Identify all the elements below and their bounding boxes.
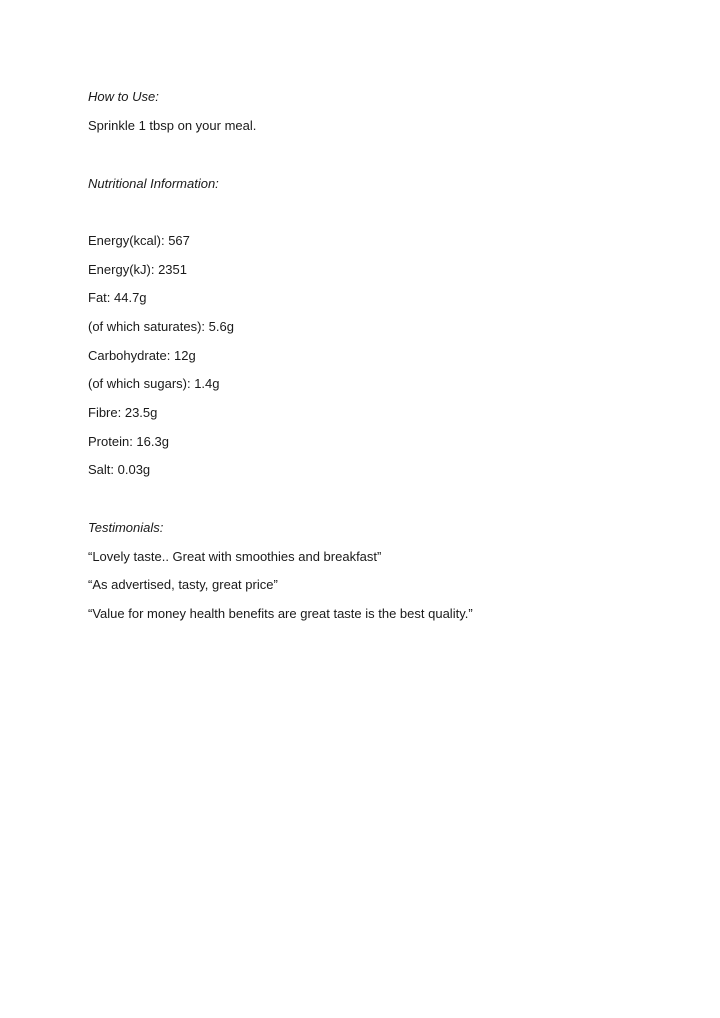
- nutrition-item-fat: Fat: 44.7g: [88, 290, 147, 305]
- nutrition-item-saturates: (of which saturates): 5.6g: [88, 319, 234, 334]
- testimonial-3: “Value for money health benefits are great taste is the best quality.”: [88, 606, 473, 621]
- nutrition-item-sugars: (of which sugars): 1.4g: [88, 376, 220, 391]
- nutrition-item-energy-kcal: Energy(kcal): 567: [88, 233, 190, 248]
- nutrition-item-fibre: Fibre: 23.5g: [88, 405, 158, 420]
- nutrition-item-protein: Protein: 16.3g: [88, 434, 169, 449]
- how-to-use-text: Sprinkle 1 tbsp on your meal.: [88, 118, 257, 133]
- nutrition-item-energy-kj: Energy(kJ): 2351: [88, 262, 187, 277]
- nutrition-item-salt: Salt: 0.03g: [88, 462, 151, 477]
- testimonial-1: “Lovely taste.. Great with smoothies and breakfast”: [88, 549, 382, 564]
- testimonials-heading: Testimonials:: [88, 520, 164, 535]
- nutrition-heading: Nutritional Information:: [88, 176, 219, 191]
- how-to-use-heading: How to Use:: [88, 89, 159, 104]
- nutrition-item-carbohydrate: Carbohydrate: 12g: [88, 348, 196, 363]
- testimonial-2: “As advertised, tasty, great price”: [88, 577, 278, 592]
